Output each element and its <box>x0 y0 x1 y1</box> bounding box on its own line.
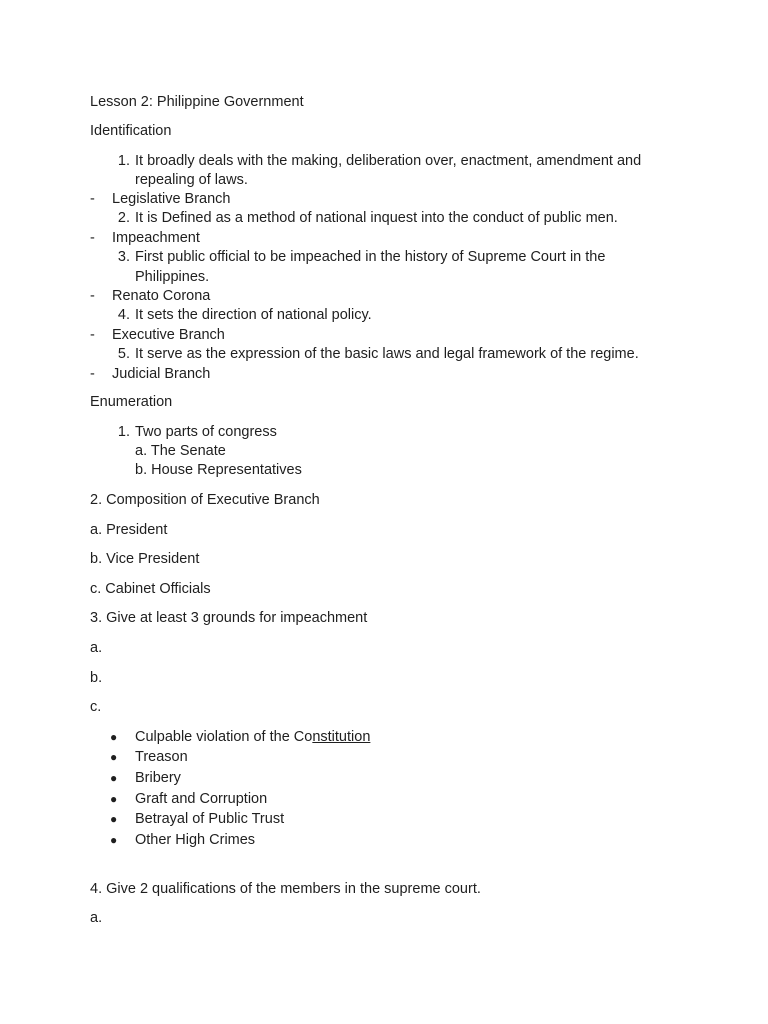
enumeration-answer-blank: a. <box>90 910 103 926</box>
enumeration-item-number: 1. <box>117 424 130 440</box>
ground-list-item <box>135 728 370 746</box>
lesson-title: Lesson 2: Philippine Government <box>90 94 304 110</box>
enumeration-answer: b. Vice President <box>90 551 200 567</box>
answer-dash: - <box>90 230 95 246</box>
enumeration-question: 2. Composition of Executive Branch <box>90 492 320 508</box>
answer-dash: - <box>90 366 95 382</box>
identification-question: It is Defined as a method of national inquest into the conduct of public men. <box>135 210 618 226</box>
bullet-icon: ● <box>110 771 118 785</box>
enumeration-answer: a. The Senate <box>135 443 226 459</box>
enumeration-answer: b. House Representatives <box>135 462 302 478</box>
identification-item-number: 3. <box>117 249 130 265</box>
bullet-icon: ● <box>110 750 118 764</box>
identification-heading: Identification <box>90 123 172 139</box>
enumeration-answer: c. Cabinet Officials <box>90 581 211 597</box>
identification-answer: Executive Branch <box>112 327 225 343</box>
bullet-icon: ● <box>110 812 118 826</box>
ground-text-underlined: nstitution <box>312 729 371 745</box>
enumeration-answer-blank: a. <box>90 640 103 656</box>
enumeration-answer: a. President <box>90 522 168 538</box>
ground-list-item: Other High Crimes <box>135 832 256 848</box>
bullet-icon: ● <box>110 792 118 806</box>
identification-answer: Judicial Branch <box>112 366 211 382</box>
identification-answer: Impeachment <box>112 230 200 246</box>
enumeration-answer-blank: b. <box>90 670 103 686</box>
identification-item-number: 5. <box>117 346 130 362</box>
identification-answer: Legislative Branch <box>112 191 231 207</box>
identification-question: It sets the direction of national policy. <box>135 307 372 323</box>
answer-dash: - <box>90 327 95 343</box>
identification-answer: Renato Corona <box>112 288 211 304</box>
identification-question: It broadly deals with the making, deliberation over, enactment, amendment and <box>135 153 642 169</box>
ground-list-item: Bribery <box>135 770 181 786</box>
enumeration-heading: Enumeration <box>90 394 173 410</box>
ground-text: Culpable violation of the Co <box>135 729 313 745</box>
enumeration-question: Two parts of congress <box>135 424 277 440</box>
bullet-icon: ● <box>110 730 118 744</box>
enumeration-question: 3. Give at least 3 grounds for impeachment <box>90 610 368 626</box>
ground-list-item: Treason <box>135 749 188 765</box>
identification-question: First public official to be impeached in the history of Supreme Court in the <box>135 249 606 265</box>
identification-item-number: 4. <box>117 307 130 323</box>
identification-item-number: 1. <box>117 153 130 169</box>
ground-list-item: Graft and Corruption <box>135 791 268 807</box>
identification-question-continued: repealing of laws. <box>135 172 248 188</box>
identification-question-continued: Philippines. <box>135 269 210 285</box>
answer-dash: - <box>90 288 95 304</box>
answer-dash: - <box>90 191 95 207</box>
identification-item-number: 2. <box>117 210 130 226</box>
ground-list-item: Betrayal of Public Trust <box>135 811 285 827</box>
enumeration-question: 4. Give 2 qualifications of the members in the supreme court. <box>90 881 481 897</box>
enumeration-answer-blank: c. <box>90 699 102 715</box>
bullet-icon: ● <box>110 833 118 847</box>
identification-question: It serve as the expression of the basic laws and legal framework of the regime. <box>135 346 639 362</box>
